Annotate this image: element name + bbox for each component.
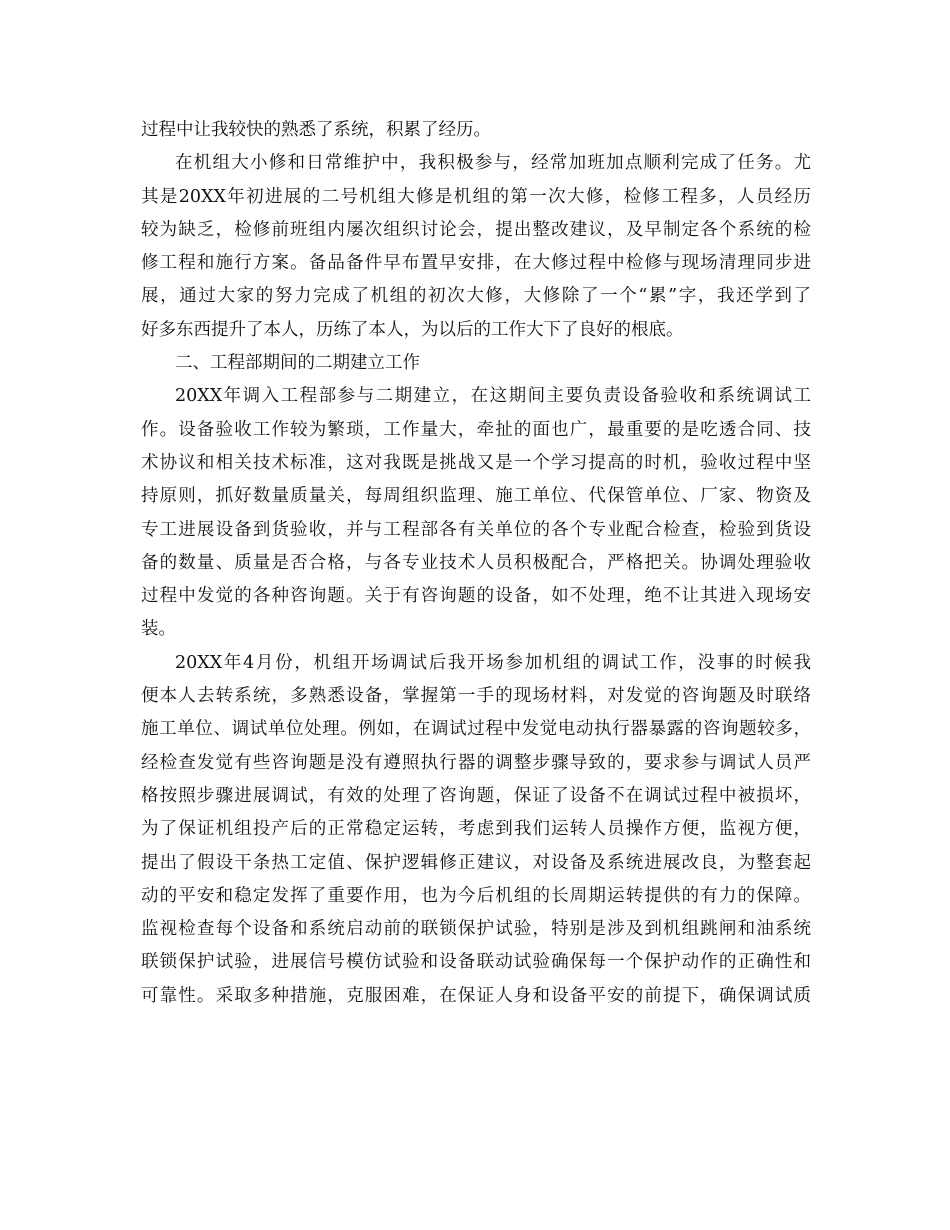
text-line: 装。 [141, 619, 176, 640]
text-line: 持原则，抓好数量质量关，每周组织监理、施工单位、代保管单位、厂家、物资及 [141, 486, 811, 507]
text-line: 便本人去转系统，多熟悉设备，掌握第一手的现场材料，对发觉的咨询题及时联络 [141, 686, 811, 707]
text-line: 动的平安和稳定发挥了重要作用，也为今后机组的长周期运转提供的有力的保障。 [141, 885, 811, 906]
text-line: 术协议和相关技术标准，这对我既是挑战又是一个学习提高的时机，验收过程中坚 [141, 452, 811, 473]
text-line: 20XX年4月份，机组开场调试后我开场参加机组的调试工作，没事的时候我 [175, 652, 811, 673]
text-line: 展，通过大家的努力完成了机组的初次大修，大修除了一个“累”字，我还学到了 [141, 286, 811, 307]
text-line: 作。设备验收工作较为繁琐，工作量大，牵扯的面也广，最重要的是吃透合同、技 [141, 419, 811, 440]
text-line: 其是20XX年初进展的二号机组大修是机组的第一次大修，检修工程多，人员经历 [141, 186, 811, 207]
text-line: 修工程和施行方案。备品备件早布置早安排，在大修过程中检修与现场清理同步进 [141, 253, 811, 274]
text-line: 经检查发觉有些咨询题是没有遵照执行器的调整步骤导致的，要求参与调试人员严 [141, 752, 811, 773]
text-line: 好多东西提升了本人，历练了本人，为以后的工作大下了良好的根底。 [141, 319, 684, 340]
text-line: 为了保证机组投产后的正常稳定运转，考虑到我们运转人员操作方便，监视方便， [141, 819, 811, 840]
text-line: 20XX年调入工程部参与二期建立，在这期间主要负责设备验收和系统调试工 [175, 386, 811, 407]
text-line: 备的数量、质量是否合格，与各专业技术人员积极配合，严格把关。协调处理验收 [141, 552, 811, 573]
text-line: 监视检查每个设备和系统启动前的联锁保护试验，特别是涉及到机组跳闸和油系统 [141, 919, 811, 940]
text-line: 可靠性。采取多种措施，克服困难，在保证人身和设备平安的前提下，确保调试质 [141, 985, 811, 1006]
text-line: 二、工程部期间的二期建立工作 [175, 353, 420, 374]
text-line: 提出了假设干条热工定值、保护逻辑修正建议，对设备及系统进展改良，为整套起 [141, 852, 811, 873]
document-body [141, 114, 811, 1013]
text-line: 专工进展设备到货验收，并与工程部各有关单位的各个专业配合检查，检验到货设 [141, 519, 811, 540]
text-line: 在机组大小修和日常维护中，我积极参与，经常加班加点顺利完成了任务。尤 [175, 153, 811, 174]
text-line: 联锁保护试验，进展信号模仿试验和设备联动试验确保每一个保护动作的正确性和 [141, 952, 811, 973]
text-line: 较为缺乏，检修前班组内屡次组织讨论会，提出整改建议，及早制定各个系统的检 [141, 219, 811, 240]
text-line: 格按照步骤进展调试，有效的处理了咨询题，保证了设备不在调试过程中被损坏， [141, 785, 811, 806]
text-line: 过程中让我较快的熟悉了系统，积累了经历。 [141, 120, 491, 140]
text-line: 施工单位、调试单位处理。例如，在调试过程中发觉电动执行器暴露的咨询题较多， [141, 719, 811, 740]
text-line: 过程中发觉的各种咨询题。关于有咨询题的设备，如不处理，绝不让其进入现场安 [141, 586, 811, 607]
